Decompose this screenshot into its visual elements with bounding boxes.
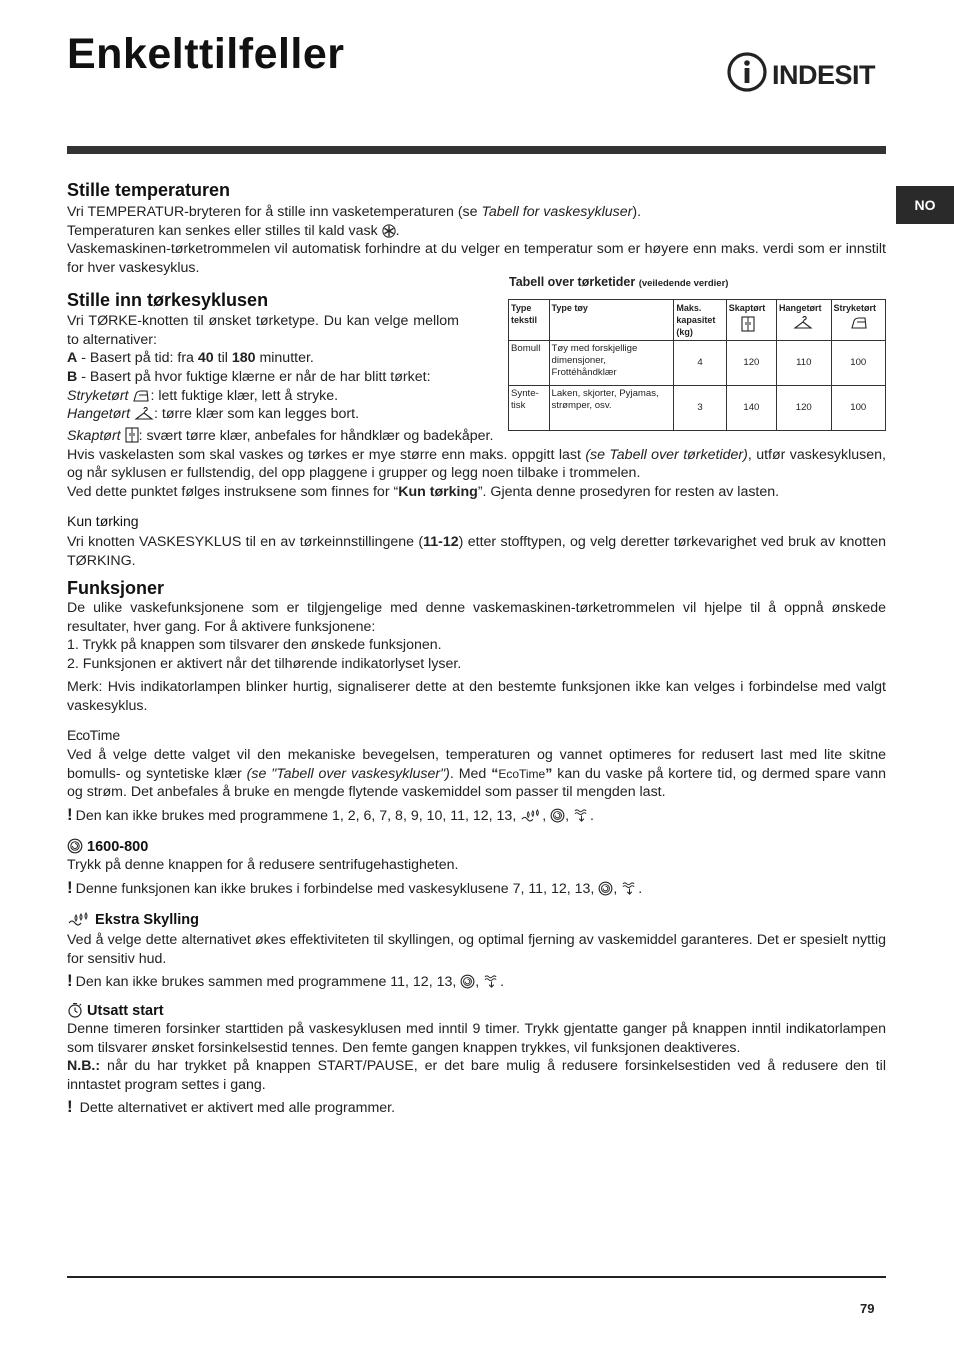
footer-rule — [67, 1276, 886, 1278]
iron-dry-icon — [850, 316, 868, 330]
section-drying-wide — [67, 427, 886, 501]
heading-drying: Stille inn tørkesyklusen — [67, 290, 269, 310]
iron-dry-icon — [132, 389, 150, 403]
dry-paragraph-2: Hvis vaskelasten som skal vaskes og tørkes er mye større enn maks. oppgitt last (se Tabell over tørketider), utfør vaskesyklusen, og når syklusen er fullstendig, del opp plaggene i grupper og legg noen tilbake i trommelen. — [67, 446, 886, 481]
language-tab: NO — [896, 186, 954, 224]
section-drying-options — [67, 368, 507, 424]
cupboard-dry-icon — [125, 427, 139, 443]
cold-wash-icon — [382, 224, 396, 238]
dry-paragraph-1: Vri TØRKE-knotten til ønsket tørketype. Du kan velge mellom to alternativer: — [67, 313, 459, 348]
cell-capacity: 3 — [674, 386, 726, 431]
heading-temperature: Stille temperaturen — [67, 180, 231, 200]
spin-icon — [460, 974, 475, 989]
functions-intro: De ulike vaskefunksjonene som er tilgjengelige med denne vaskemaskinen-tørketrommelen vil hjelpe til å oppnå ønskede resultater, hver gang. For å aktivere funksjonene: — [67, 600, 886, 635]
dry-cupboard-line: Skaptørt : svært tørre klær, anbefales for håndklær og badekåper. — [67, 428, 494, 444]
hang-dry-icon — [134, 407, 154, 421]
delay-warning: ! Dette alternativet er aktivert med alle programmer. — [67, 1097, 396, 1116]
col-iron: Stryketørt — [831, 300, 886, 341]
spin-paragraph: Trykk på denne knappen for å redusere sentrifugehastigheten. — [67, 857, 459, 873]
ecotime-inline-logo: EcoTime — [498, 766, 546, 781]
table-header-row — [509, 300, 886, 341]
dry-iron-line: Stryketørt : lett fuktige klær, lett å stryke. — [67, 387, 339, 404]
rinse-icon — [67, 911, 91, 927]
col-cupboard: Skaptørt — [726, 300, 776, 341]
cell-hang: 120 — [777, 386, 831, 431]
spin-icon — [598, 881, 613, 896]
dry-option-a: A - Basert på tid: fra 40 til 180 minutter. — [67, 350, 314, 366]
functions-step-2: 2. Funksjonen er aktivert når det tilhørende indikatorlyset lyser. — [67, 655, 462, 672]
spin-icon — [550, 808, 565, 823]
section-temperature — [67, 203, 886, 277]
warning-icon: ! — [67, 804, 73, 824]
col-laundry: Type tøy — [549, 300, 674, 341]
warning-icon: ! — [67, 877, 73, 897]
spin-warning: ! Denne funksjonen kan ikke brukes i forbindelse med vaskesyklusene 7, 11, 12, 13, , . — [67, 877, 643, 897]
ecotime-warning: ! Den kan ikke brukes med programmene 1, 2, 6, 7, 8, 9, 10, 11, 12, 13, , , . — [67, 804, 594, 824]
section-spin — [67, 856, 886, 898]
cell-laundry: Laken, skjorter, Pyjamas, strømper, osv. — [549, 386, 674, 431]
drying-times-table — [508, 299, 886, 431]
drain-icon — [621, 881, 638, 896]
heading-only-drying: Kun tørking — [67, 513, 139, 529]
hang-dry-icon — [793, 316, 813, 330]
temp-paragraph-1: Vri TEMPERATUR-bryteren for å stille inn vasketemperaturen (se Tabell for vaskesykluser). — [67, 204, 642, 220]
table-title: Tabell over tørketider (veiledende verdier) — [509, 275, 729, 289]
header-rule — [67, 146, 886, 154]
drain-icon — [573, 808, 590, 823]
functions-step-1: 1. Trykk på knappen som tilsvarer den ønskede funksjonen. — [67, 637, 442, 653]
page-number: 79 — [860, 1301, 875, 1316]
brand-name: INDESIT — [772, 60, 876, 90]
functions-note: Merk: Hvis indikatorlampen blinker hurtig, signaliserer dette at den bestemte funksjonen ikke kan velges i forbindelse med valgt vaskesyklus. — [67, 679, 886, 714]
dry-option-b: B - Basert på hvor fuktige klærne er når de har blitt tørket: — [67, 369, 431, 385]
cell-cupboard: 120 — [726, 341, 776, 386]
cell-iron: 100 — [831, 386, 886, 431]
heading-functions: Funksjoner — [67, 578, 165, 598]
cell-iron: 100 — [831, 341, 886, 386]
temp-paragraph-2: Temperaturen kan senkes eller stilles til kald vask . — [67, 222, 400, 239]
cell-textile: Synte-tisk — [509, 386, 550, 431]
rinse-heading: Ekstra Skylling — [67, 911, 199, 928]
dry-hang-line: Hangetørt : tørre klær som kan legges bort. — [67, 406, 360, 422]
drain-icon — [483, 974, 500, 989]
cell-textile: Bomull — [509, 341, 550, 386]
warning-icon: ! — [67, 971, 73, 990]
section-ecotime — [67, 746, 886, 825]
table-row — [509, 386, 886, 431]
cell-capacity: 4 — [674, 341, 726, 386]
section-drying-narrow — [67, 312, 459, 368]
brand-logo — [726, 52, 888, 92]
delay-nb: N.B.: når du har trykket på knappen START/PAUSE, er det bare mulig å redusere forsinkelsestiden ved å redusere den til inntastet program settes i gang. — [67, 1058, 886, 1093]
section-functions — [67, 599, 886, 715]
ecotime-heading: EcoTime — [67, 727, 121, 743]
section-rinse — [67, 931, 886, 992]
table-row — [509, 341, 886, 386]
cell-laundry: Tøy med forskjellige dimensjoner, Frottéhåndklær — [549, 341, 674, 386]
section-only-drying — [67, 533, 886, 570]
spin-icon — [67, 838, 83, 854]
timer-icon — [67, 1002, 83, 1018]
only-drying-paragraph: Vri knotten VASKESYKLUS til en av tørkeinnstillingene (11-12) etter stofftypen, og velg deretter tørkevarighet ved bruk av knotten TØRKING. — [67, 534, 886, 569]
rinse-paragraph: Ved å velge dette alternativet økes effektiviteten til skyllingen, og optimal fjerning av vaskemiddel garanteres. Det er spesielt nyttig for sensitiv hud. — [67, 932, 886, 967]
dry-paragraph-3: Ved dette punktet følges instruksene som finnes for “Kun tørking”. Gjenta denne prosedyren for resten av lasten. — [67, 483, 780, 500]
page-title: Enkelttilfeller — [67, 30, 345, 78]
warning-icon: ! — [67, 1097, 73, 1116]
delay-heading: Utsatt start — [67, 1002, 164, 1019]
col-hang: Hangetørt — [777, 300, 831, 341]
col-capacity: Maks. kapasitet (kg) — [674, 300, 726, 341]
cell-hang: 110 — [777, 341, 831, 386]
cell-cupboard: 140 — [726, 386, 776, 431]
delay-paragraph: Denne timeren forsinker starttiden på vaskesyklusen med inntil 9 timer. Trykk gjentatte ganger på knappen inntil indikatorlampen som tilsvarer ønsket forsinkelsestid tennes. Den femte gangen knappen trykkes, vil funksjonen deaktiveres. — [67, 1021, 886, 1056]
spin-heading: 1600-800 — [67, 838, 148, 855]
rinse-icon — [520, 808, 542, 823]
section-delay — [67, 1020, 886, 1118]
cupboard-dry-icon — [741, 316, 755, 332]
temp-paragraph-3: Vaskemaskinen-tørketrommelen vil automatisk forhindre at du velger en temperatur som er høyere enn maks. verdi som er innstilt for hver vaskesyklus. — [67, 241, 886, 276]
ecotime-paragraph: Ved å velge dette valget vil den mekaniske bevegelsen, temperaturen og vannet optimeres for redusert last med lite skitne bomulls- og syntetiske klær (se "Tabell over vaskesykluser"). Med “EcoTime” kan du vaske på kortere tid, og dermed spare vann og strøm. Det anbefales å bruke en mengde flytende vaskemiddel som passer til mengden last. — [67, 747, 886, 800]
brand-i-icon — [726, 51, 768, 93]
col-textile: Type tekstil — [509, 300, 550, 341]
rinse-warning: ! Den kan ikke brukes sammen med programmene 11, 12, 13, , . — [67, 971, 505, 990]
